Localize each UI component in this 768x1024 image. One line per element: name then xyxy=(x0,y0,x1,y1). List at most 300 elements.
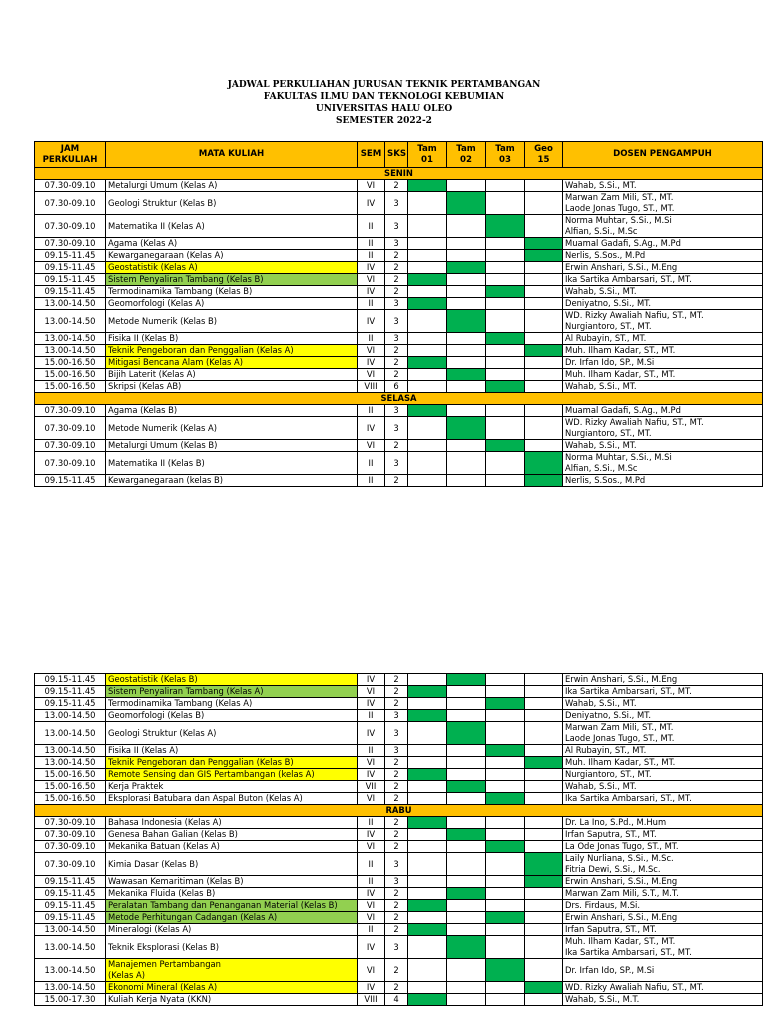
room-cell-2 xyxy=(447,829,486,841)
time-cell: 15.00-16.50 xyxy=(35,357,106,369)
room-cell-4 xyxy=(525,286,563,298)
lecturer-cell xyxy=(563,674,763,686)
header-geo15: Geo 15 xyxy=(525,142,563,168)
sks-cell: 2 xyxy=(385,345,408,357)
sks-cell: 3 xyxy=(385,298,408,310)
lecturer-cell xyxy=(563,888,763,900)
day-row xyxy=(35,168,763,180)
room-cell-1 xyxy=(408,250,447,262)
room-cell-2 xyxy=(447,262,486,274)
lecturer-name: Muh. Ilham Kadar, ST., MT. xyxy=(565,936,676,946)
sem-cell: II xyxy=(358,853,385,876)
room-cell-4 xyxy=(525,345,563,357)
room-cell-3 xyxy=(486,192,525,215)
sks-cell: 3 xyxy=(385,745,408,757)
room-cell-4 xyxy=(525,757,563,769)
schedule-row xyxy=(35,215,763,238)
time-cell: 15.00-16.50 xyxy=(35,369,106,381)
sem-cell: VI xyxy=(358,900,385,912)
room-cell-1 xyxy=(408,994,447,1006)
lecturer-name: Dr. Irfan Ido, SP., M.Si xyxy=(565,964,655,975)
lecturer-name: WD. Rizky Awaliah Nafiu, ST., MT. xyxy=(565,310,704,320)
time-cell: 07.30-09.10 xyxy=(35,841,106,853)
lecturer-cell xyxy=(563,298,763,310)
sks-cell: 2 xyxy=(385,440,408,452)
lecturer-cell xyxy=(563,345,763,357)
lecturer-cell xyxy=(563,475,763,487)
room-cell-4 xyxy=(525,698,563,710)
room-cell-4 xyxy=(525,781,563,793)
lecturer-name: Deniyatno, S.Si., MT. xyxy=(565,710,651,720)
room-cell-4 xyxy=(525,912,563,924)
room-cell-2 xyxy=(447,710,486,722)
sem-cell: II xyxy=(358,405,385,417)
room-cell-1 xyxy=(408,793,447,805)
room-cell-1 xyxy=(408,781,447,793)
lecturer-name: Alfian, S.Si., M.Sc xyxy=(565,463,638,473)
room-cell-1 xyxy=(408,333,447,345)
room-cell-2 xyxy=(447,333,486,345)
lecturer-cell xyxy=(563,936,763,959)
sks-cell: 2 xyxy=(385,274,408,286)
schedule-row xyxy=(35,298,763,310)
course-cell: Bahasa Indonesia (Kelas A) xyxy=(106,817,358,829)
schedule-row xyxy=(35,417,763,440)
lecturer-cell xyxy=(563,959,763,982)
time-cell: 09.15-11.45 xyxy=(35,674,106,686)
sks-cell: 3 xyxy=(385,405,408,417)
header-mata-kuliah: MATA KULIAH xyxy=(106,142,358,168)
sem-cell: IV xyxy=(358,722,385,745)
schedule-row xyxy=(35,345,763,357)
room-cell-2 xyxy=(447,475,486,487)
room-cell-3 xyxy=(486,841,525,853)
room-cell-3 xyxy=(486,710,525,722)
sem-cell: VI xyxy=(358,440,385,452)
room-cell-3 xyxy=(486,757,525,769)
lecturer-name: Marwan Zam Mili, S.T., M.T. xyxy=(565,888,679,898)
sks-cell: 2 xyxy=(385,959,408,982)
time-cell: 09.15-11.45 xyxy=(35,250,106,262)
sks-cell: 3 xyxy=(385,310,408,333)
room-cell-4 xyxy=(525,369,563,381)
course-cell: Metode Numerik (Kelas A) xyxy=(106,417,358,440)
schedule-row xyxy=(35,262,763,274)
sks-cell: 2 xyxy=(385,250,408,262)
schedule-row xyxy=(35,982,763,994)
schedule-body-page-2 xyxy=(35,674,763,1006)
sem-cell: IV xyxy=(358,192,385,215)
room-cell-3 xyxy=(486,310,525,333)
schedule-row xyxy=(35,781,763,793)
sem-cell: VI xyxy=(358,274,385,286)
header-jam: JAM PERKULIAH xyxy=(35,142,106,168)
sks-cell: 3 xyxy=(385,710,408,722)
schedule-row xyxy=(35,475,763,487)
sem-cell: VI xyxy=(358,345,385,357)
schedule-row xyxy=(35,710,763,722)
sks-cell: 2 xyxy=(385,357,408,369)
room-cell-1 xyxy=(408,912,447,924)
room-cell-3 xyxy=(486,417,525,440)
lecturer-name: Deniyatno, S.Si., MT. xyxy=(565,298,651,308)
room-cell-1 xyxy=(408,238,447,250)
time-cell: 13.00-14.50 xyxy=(35,982,106,994)
sks-cell: 2 xyxy=(385,781,408,793)
time-cell: 07.30-09.10 xyxy=(35,180,106,192)
room-cell-1 xyxy=(408,757,447,769)
lecturer-name: Erwin Anshari, S.Si., M.Eng xyxy=(565,674,678,684)
room-cell-2 xyxy=(447,900,486,912)
room-cell-3 xyxy=(486,888,525,900)
room-cell-4 xyxy=(525,238,563,250)
room-cell-1 xyxy=(408,262,447,274)
lecturer-name: Muh. Ilham Kadar, ST., MT. xyxy=(565,757,676,767)
room-cell-1 xyxy=(408,310,447,333)
room-cell-3 xyxy=(486,722,525,745)
lecturer-cell xyxy=(563,757,763,769)
room-cell-2 xyxy=(447,440,486,452)
time-cell: 15.00-16.50 xyxy=(35,793,106,805)
room-cell-3 xyxy=(486,698,525,710)
schedule-row xyxy=(35,674,763,686)
room-cell-1 xyxy=(408,924,447,936)
time-cell: 09.15-11.45 xyxy=(35,286,106,298)
lecturer-name: Marwan Zam Mili, ST., MT. xyxy=(565,192,674,202)
sks-cell: 2 xyxy=(385,829,408,841)
room-cell-3 xyxy=(486,829,525,841)
course-cell: Sistem Penyaliran Tambang (Kelas A) xyxy=(106,686,358,698)
sks-cell: 3 xyxy=(385,722,408,745)
lecturer-name: Wahab, S.Si., MT. xyxy=(565,286,637,296)
lecturer-cell xyxy=(563,262,763,274)
time-cell: 13.00-14.50 xyxy=(35,298,106,310)
header-tam01: Tam 01 xyxy=(408,142,447,168)
lecturer-name: Erwin Anshari, S.Si., M.Eng xyxy=(565,912,678,922)
room-cell-2 xyxy=(447,369,486,381)
lecturer-cell xyxy=(563,357,763,369)
course-cell: Teknik Pengeboran dan Penggalian (Kelas B) xyxy=(106,757,358,769)
sks-cell: 2 xyxy=(385,841,408,853)
sem-cell: IV xyxy=(358,982,385,994)
room-cell-3 xyxy=(486,793,525,805)
time-cell: 07.30-09.10 xyxy=(35,405,106,417)
sem-cell: VI xyxy=(358,686,385,698)
lecturer-name: Nerlis, S.Sos., M.Pd xyxy=(565,475,646,485)
doc-title-line-4: SEMESTER 2022-2 xyxy=(336,116,432,126)
lecturer-name: Muamal Gadafi, S.Ag., M.Pd xyxy=(565,405,681,415)
room-cell-3 xyxy=(486,686,525,698)
room-cell-4 xyxy=(525,333,563,345)
lecturer-cell xyxy=(563,417,763,440)
room-cell-3 xyxy=(486,250,525,262)
sem-cell: VI xyxy=(358,959,385,982)
room-cell-2 xyxy=(447,674,486,686)
schedule-row xyxy=(35,440,763,452)
sks-cell: 2 xyxy=(385,180,408,192)
course-line: (Kelas A) xyxy=(108,970,145,980)
room-cell-2 xyxy=(447,912,486,924)
room-cell-3 xyxy=(486,674,525,686)
room-cell-3 xyxy=(486,357,525,369)
lecturer-cell xyxy=(563,238,763,250)
doc-title-line-1: JADWAL PERKULIAHAN JURUSAN TEKNIK PERTAMBANGAN xyxy=(227,80,541,90)
course-cell: Metalurgi Umum (Kelas B) xyxy=(106,440,358,452)
room-cell-2 xyxy=(447,215,486,238)
sks-cell: 2 xyxy=(385,912,408,924)
sks-cell: 3 xyxy=(385,876,408,888)
lecturer-name: Al Rubayin, ST., MT. xyxy=(565,333,647,343)
room-cell-1 xyxy=(408,452,447,475)
room-cell-2 xyxy=(447,381,486,393)
room-cell-3 xyxy=(486,262,525,274)
lecturer-name: Erwin Anshari, S.Si., M.Eng xyxy=(565,262,678,272)
room-cell-1 xyxy=(408,817,447,829)
day-row xyxy=(35,393,763,405)
room-cell-3 xyxy=(486,298,525,310)
schedule-row xyxy=(35,924,763,936)
lecturer-cell xyxy=(563,405,763,417)
lecturer-name: Norma Muhtar, S.Si., M.Si xyxy=(565,452,672,462)
room-cell-1 xyxy=(408,876,447,888)
schedule-row xyxy=(35,829,763,841)
room-cell-3 xyxy=(486,345,525,357)
lecturer-cell xyxy=(563,769,763,781)
sem-cell: IV xyxy=(358,769,385,781)
schedule-row xyxy=(35,912,763,924)
room-cell-2 xyxy=(447,888,486,900)
room-cell-4 xyxy=(525,841,563,853)
time-cell: 09.15-11.45 xyxy=(35,475,106,487)
lecturer-cell xyxy=(563,686,763,698)
room-cell-1 xyxy=(408,710,447,722)
course-line: Manajemen Pertambangan xyxy=(108,959,221,969)
room-cell-2 xyxy=(447,417,486,440)
sks-cell: 3 xyxy=(385,215,408,238)
sks-cell: 2 xyxy=(385,982,408,994)
sem-cell: IV xyxy=(358,286,385,298)
lecturer-name: Wahab, S.Si., MT. xyxy=(565,781,637,791)
sem-cell: IV xyxy=(358,888,385,900)
lecturer-name: Dr. La Ino, S.Pd., M.Hum xyxy=(565,817,667,827)
room-cell-3 xyxy=(486,381,525,393)
room-cell-4 xyxy=(525,357,563,369)
time-cell: 15.00-16.50 xyxy=(35,381,106,393)
lecturer-name: Wahab, S.Si., MT. xyxy=(565,698,637,708)
room-cell-1 xyxy=(408,982,447,994)
room-cell-1 xyxy=(408,357,447,369)
lecturer-name: Norma Muhtar, S.Si., M.Si xyxy=(565,215,672,225)
lecturer-name: WD. Rizky Awaliah Nafiu, ST., MT. xyxy=(565,982,704,992)
room-cell-4 xyxy=(525,452,563,475)
header-dosen: DOSEN PENGAMPUH xyxy=(563,142,763,168)
sem-cell: II xyxy=(358,215,385,238)
schedule-row xyxy=(35,959,763,982)
lecturer-name: Nerlis, S.Sos., M.Pd xyxy=(565,250,646,260)
room-cell-2 xyxy=(447,924,486,936)
course-cell: Geologi Struktur (Kelas B) xyxy=(106,192,358,215)
room-cell-3 xyxy=(486,475,525,487)
sks-cell: 3 xyxy=(385,936,408,959)
lecturer-cell xyxy=(563,781,763,793)
room-cell-1 xyxy=(408,345,447,357)
schedule-row xyxy=(35,452,763,475)
sks-cell: 2 xyxy=(385,674,408,686)
lecturer-name: Marwan Zam Mili, ST., MT. xyxy=(565,722,674,732)
room-cell-1 xyxy=(408,853,447,876)
doc-title-line-2: FAKULTAS ILMU DAN TEKNOLOGI KEBUMIAN xyxy=(263,92,505,102)
course-cell: Termodinamika Tambang (Kelas B) xyxy=(106,286,358,298)
room-cell-1 xyxy=(408,841,447,853)
lecturer-name: Ika Sartika Ambarsari, ST., MT. xyxy=(565,947,692,957)
room-cell-3 xyxy=(486,745,525,757)
schedule-table-page-2 xyxy=(34,673,763,1006)
schedule-row xyxy=(35,722,763,745)
room-cell-1 xyxy=(408,405,447,417)
sem-cell: II xyxy=(358,333,385,345)
time-cell: 07.30-09.10 xyxy=(35,192,106,215)
time-cell: 09.15-11.45 xyxy=(35,912,106,924)
room-cell-3 xyxy=(486,900,525,912)
lecturer-name: Wahab, S.Si., MT. xyxy=(565,180,637,190)
lecturer-cell xyxy=(563,698,763,710)
lecturer-cell xyxy=(563,924,763,936)
course-cell: Fisika II (Kelas A) xyxy=(106,745,358,757)
room-cell-4 xyxy=(525,215,563,238)
room-cell-2 xyxy=(447,757,486,769)
room-cell-3 xyxy=(486,286,525,298)
lecturer-cell xyxy=(563,900,763,912)
room-cell-2 xyxy=(447,853,486,876)
lecturer-name: Laode Jonas Tugo, ST., MT. xyxy=(565,203,675,213)
room-cell-4 xyxy=(525,440,563,452)
schedule-row xyxy=(35,876,763,888)
sks-cell: 2 xyxy=(385,262,408,274)
room-cell-3 xyxy=(486,936,525,959)
room-cell-4 xyxy=(525,745,563,757)
room-cell-4 xyxy=(525,959,563,982)
schedule-body-page-1 xyxy=(35,168,763,487)
lecturer-name: Laode Jonas Tugo, ST., MT. xyxy=(565,733,675,743)
time-cell: 13.00-14.50 xyxy=(35,757,106,769)
course-cell: Metode Perhitungan Cadangan (Kelas A) xyxy=(106,912,358,924)
lecturer-name: Muamal Gadafi, S.Ag., M.Pd xyxy=(565,238,681,248)
lecturer-name: Irfan Saputra, ST., MT. xyxy=(565,829,657,839)
time-cell: 07.30-09.10 xyxy=(35,829,106,841)
course-cell: Geomorfologi (Kelas A) xyxy=(106,298,358,310)
course-cell: Agama (Kelas B) xyxy=(106,405,358,417)
course-cell: Geostatistik (Kelas A) xyxy=(106,262,358,274)
sem-cell: VI xyxy=(358,180,385,192)
room-cell-2 xyxy=(447,192,486,215)
time-cell: 09.15-11.45 xyxy=(35,888,106,900)
schedule-row xyxy=(35,793,763,805)
lecturer-cell xyxy=(563,180,763,192)
lecturer-name: Alfian, S.Si., M.Sc xyxy=(565,226,638,236)
sks-cell: 3 xyxy=(385,238,408,250)
sem-cell: II xyxy=(358,710,385,722)
time-cell: 09.15-11.45 xyxy=(35,698,106,710)
room-cell-2 xyxy=(447,769,486,781)
sks-cell: 2 xyxy=(385,686,408,698)
sem-cell: II xyxy=(358,924,385,936)
room-cell-1 xyxy=(408,698,447,710)
room-cell-4 xyxy=(525,180,563,192)
course-cell: Kerja Praktek xyxy=(106,781,358,793)
sem-cell: IV xyxy=(358,936,385,959)
course-cell: Sistem Penyaliran Tambang (Kelas B) xyxy=(106,274,358,286)
room-cell-4 xyxy=(525,829,563,841)
sem-cell: VI xyxy=(358,912,385,924)
lecturer-cell xyxy=(563,440,763,452)
lecturer-name: Irfan Saputra, ST., MT. xyxy=(565,924,657,934)
room-cell-3 xyxy=(486,959,525,982)
schedule-row xyxy=(35,333,763,345)
sem-cell: IV xyxy=(358,674,385,686)
sks-cell: 4 xyxy=(385,994,408,1006)
room-cell-1 xyxy=(408,192,447,215)
sks-cell: 2 xyxy=(385,793,408,805)
room-cell-1 xyxy=(408,829,447,841)
room-cell-1 xyxy=(408,286,447,298)
room-cell-1 xyxy=(408,900,447,912)
room-cell-4 xyxy=(525,853,563,876)
room-cell-4 xyxy=(525,475,563,487)
header-tam03: Tam 03 xyxy=(486,142,525,168)
course-cell: Eksplorasi Batubara dan Aspal Buton (Kelas A) xyxy=(106,793,358,805)
room-cell-1 xyxy=(408,674,447,686)
sks-cell: 2 xyxy=(385,888,408,900)
schedule-row xyxy=(35,381,763,393)
schedule-table-page-1 xyxy=(34,141,763,487)
sem-cell: II xyxy=(358,250,385,262)
room-cell-2 xyxy=(447,698,486,710)
course-cell: Kewarganegaraan (Kelas A) xyxy=(106,250,358,262)
room-cell-2 xyxy=(447,250,486,262)
lecturer-name: Ika Sartika Ambarsari, ST., MT. xyxy=(565,274,692,284)
time-cell: 13.00-14.50 xyxy=(35,959,106,982)
room-cell-2 xyxy=(447,274,486,286)
room-cell-1 xyxy=(408,959,447,982)
sem-cell: II xyxy=(358,817,385,829)
sks-cell: 2 xyxy=(385,900,408,912)
room-cell-3 xyxy=(486,769,525,781)
lecturer-name: La Ode Jonas Tugo, ST., MT. xyxy=(565,841,679,851)
room-cell-2 xyxy=(447,405,486,417)
schedule-row xyxy=(35,310,763,333)
room-cell-1 xyxy=(408,298,447,310)
course-cell: Mineralogi (Kelas A) xyxy=(106,924,358,936)
room-cell-2 xyxy=(447,298,486,310)
time-cell: 07.30-09.10 xyxy=(35,817,106,829)
time-cell: 09.15-11.45 xyxy=(35,686,106,698)
lecturer-cell xyxy=(563,710,763,722)
sks-cell: 2 xyxy=(385,817,408,829)
time-cell: 13.00-14.50 xyxy=(35,722,106,745)
header-sem: SEM xyxy=(358,142,385,168)
schedule-row xyxy=(35,698,763,710)
room-cell-4 xyxy=(525,381,563,393)
sem-cell: VIII xyxy=(358,994,385,1006)
room-cell-2 xyxy=(447,345,486,357)
lecturer-name: Wahab, S.Si., M.T. xyxy=(565,994,640,1004)
room-cell-1 xyxy=(408,381,447,393)
course-cell: Metalurgi Umum (Kelas A) xyxy=(106,180,358,192)
course-cell: Geomorfologi (Kelas B) xyxy=(106,710,358,722)
room-cell-3 xyxy=(486,440,525,452)
room-cell-4 xyxy=(525,982,563,994)
schedule-row xyxy=(35,250,763,262)
